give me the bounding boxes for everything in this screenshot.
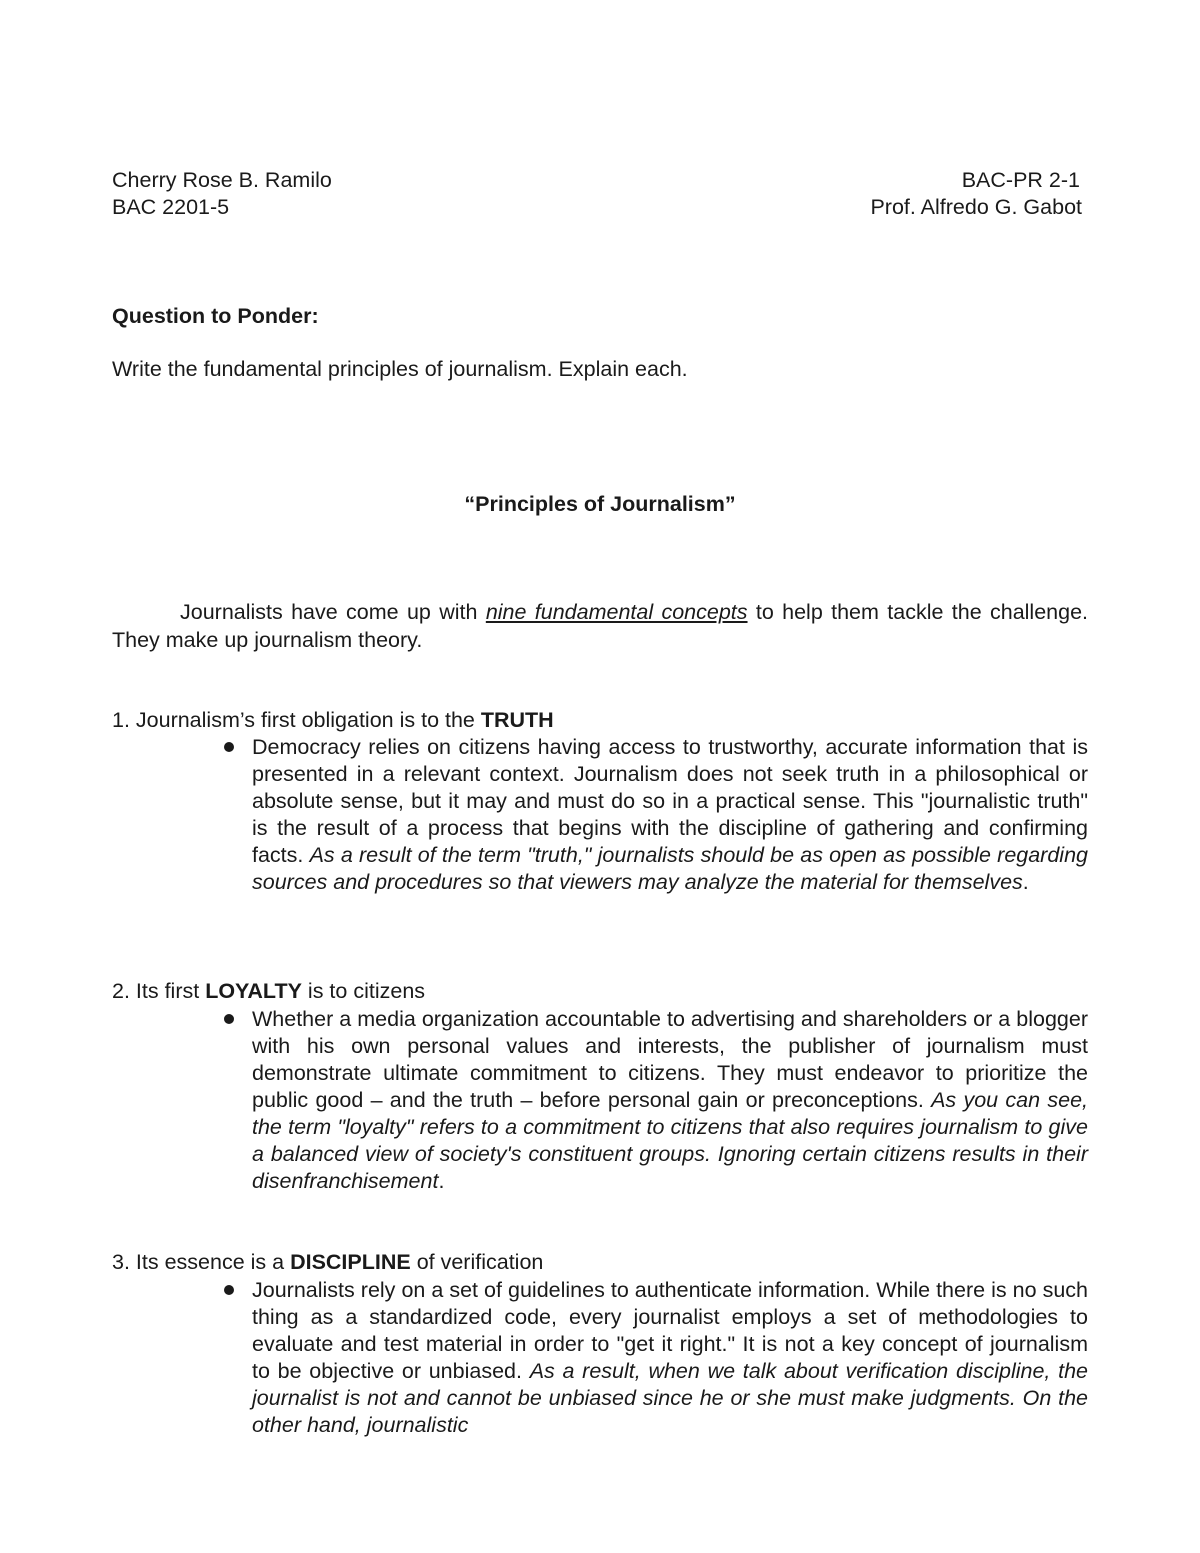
principle-heading-3	[112, 1250, 543, 1275]
bullet-icon	[224, 1285, 234, 1295]
intro-text-before: Journalists have come up with	[180, 600, 486, 624]
body-text: Journalists rely on a set of guidelines to authenticate information. While there is no such thing as a standardized code, every journalist employs a set of methodologies to evaluate and test material in order to "get it right." It is not a key concept of journalism to be objective or unbiased.	[252, 1278, 1088, 1383]
heading-keyword: DISCIPLINE	[290, 1250, 411, 1274]
body-text: Whether a media organization accountable to advertising and shareholders or a blogger with his own personal values and interests, the publisher of journalism must demonstrate ultimate commitment to citizens. They must endeavor to prioritize the public good – and the truth – before personal gain or preconceptions.	[252, 1007, 1088, 1112]
bullet-icon	[224, 1014, 234, 1024]
heading-keyword: LOYALTY	[205, 979, 302, 1003]
body-italic-text: As a result, when we talk about verification discipline, the journalist is not and cannot be unbiased since he or she must make judgments. On the other hand, journalistic	[252, 1359, 1088, 1437]
heading-text: 2. Its first	[112, 979, 206, 1003]
heading-suffix: is to citizens	[301, 979, 426, 1003]
principle-body-2	[252, 1006, 1088, 1195]
course-code: BAC 2201-5	[112, 195, 230, 219]
heading-text: 3. Its essence is a	[112, 1250, 291, 1274]
heading-suffix: of verification	[410, 1250, 544, 1274]
intro-paragraph	[112, 598, 1088, 654]
principle-heading-2	[112, 979, 425, 1004]
principle-body-1	[252, 734, 1088, 896]
student-name: Cherry Rose B. Ramilo	[112, 168, 332, 192]
professor-name: Prof. Alfredo G. Gabot	[870, 195, 1082, 219]
section-code: BAC-PR 2-1	[961, 168, 1080, 192]
body-text: Democracy relies on citizens having access to trustworthy, accurate information that is presented in a relevant context. Journalism does not seek truth in a philosophical or absolute sense, but it may and must do so in a practical sense. This "journalistic truth" is the result of a process that begins with the discipline of gathering and confirming facts.	[252, 735, 1088, 867]
document-title: “Principles of Journalism”	[464, 492, 736, 516]
heading-keyword: TRUTH	[480, 708, 554, 732]
body-italic-text: As a result of the term "truth," journalists should be as open as possible regarding sources and procedures so that viewers may analyze the material for themselves	[252, 843, 1088, 894]
principle-body-3	[252, 1277, 1088, 1439]
bullet-icon	[224, 742, 234, 752]
heading-text: 1. Journalism’s first obligation is to the	[112, 708, 481, 732]
question-prompt: Write the fundamental principles of journalism. Explain each.	[112, 357, 688, 381]
body-italic-text: As you can see, the term "loyalty" refers to a commitment to citizens that also requires journalism to give a balanced view of society's constituent groups. Ignoring certain citizens results in their disenfranchisement	[252, 1088, 1088, 1193]
question-label: Question to Ponder:	[112, 304, 319, 328]
principle-heading-1	[112, 708, 554, 733]
body-tail: .	[1022, 870, 1029, 894]
intro-text-after: to help them tackle the challenge. They make up journalism theory.	[112, 600, 1089, 652]
intro-emphasis: nine fundamental concepts	[485, 600, 748, 624]
body-tail: .	[438, 1169, 445, 1193]
